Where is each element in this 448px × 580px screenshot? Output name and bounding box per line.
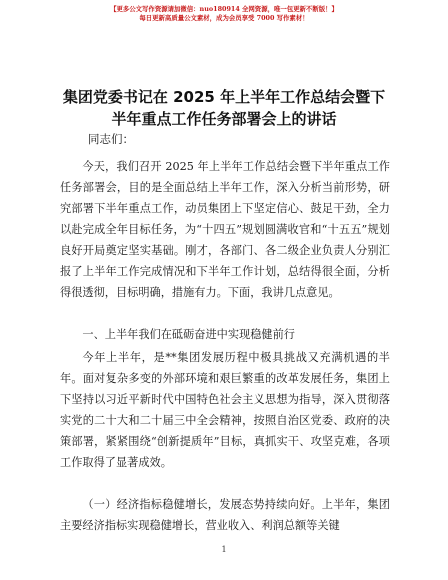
promo-banner-line-1: 【更多公文写作资源请加微信：nuo180914 全网资源，唯一包更新不断版！】 <box>110 5 338 13</box>
paragraph-review: 今年上半年，是**集团发展历程中极具挑战又充满机遇的半年。面对复杂多变的外部环境和艰巨繁重的改革发展任务，集团上下坚持以习近平新时代中国特色社会主义思想为指导，深入贯彻落实党的二十大和二十届三中全会精神，按照自治区党委、政府的决策部署，紧紧围绕“创新提质年”目标，真抓实干、攻坚克难，各项工作取得了显著成效。 <box>60 351 390 469</box>
salutation: 同志们： <box>88 132 134 146</box>
document-title: 集团党委书记在 2025 年上半年工作总结会暨下半年重点工作任务部署会上的讲话 <box>62 88 386 128</box>
promo-banner <box>0 5 448 23</box>
section-heading: 一、上半年我们在砥砺奋进中实现稳健前行 <box>82 328 295 341</box>
page-number: 1 <box>221 545 227 554</box>
paragraph-opening: 今天，我们召开 2025 年上半年工作总结会暨下半年重点工作任务部署会，目的是全面总结上半年工作，深入分析当前形势，研究部署下半年重点工作，动员集团上下坚定信心、鼓足干劲，全力以赴完成全年目标任务，为“十四五”规划圆满收官和“十五五”规划良好开局奠定坚实基础。刚才，各部门、各二级企业负责人分别汇报了上半年工作完成情况和下半年工作计划，总结得很全面，分析得很透彻，目标明确，措施有力。下面，我讲几点意见。 <box>60 160 390 299</box>
promo-banner-line-2: 每日更新高质量公文素材，成为会员享受 7000 写作素材！ <box>139 14 309 22</box>
paragraph-economic: （一）经济指标稳健增长，发展态势持续向好。上半年，集团主要经济指标实现稳健增长，营业收入、利润总额等关键 <box>60 498 390 532</box>
